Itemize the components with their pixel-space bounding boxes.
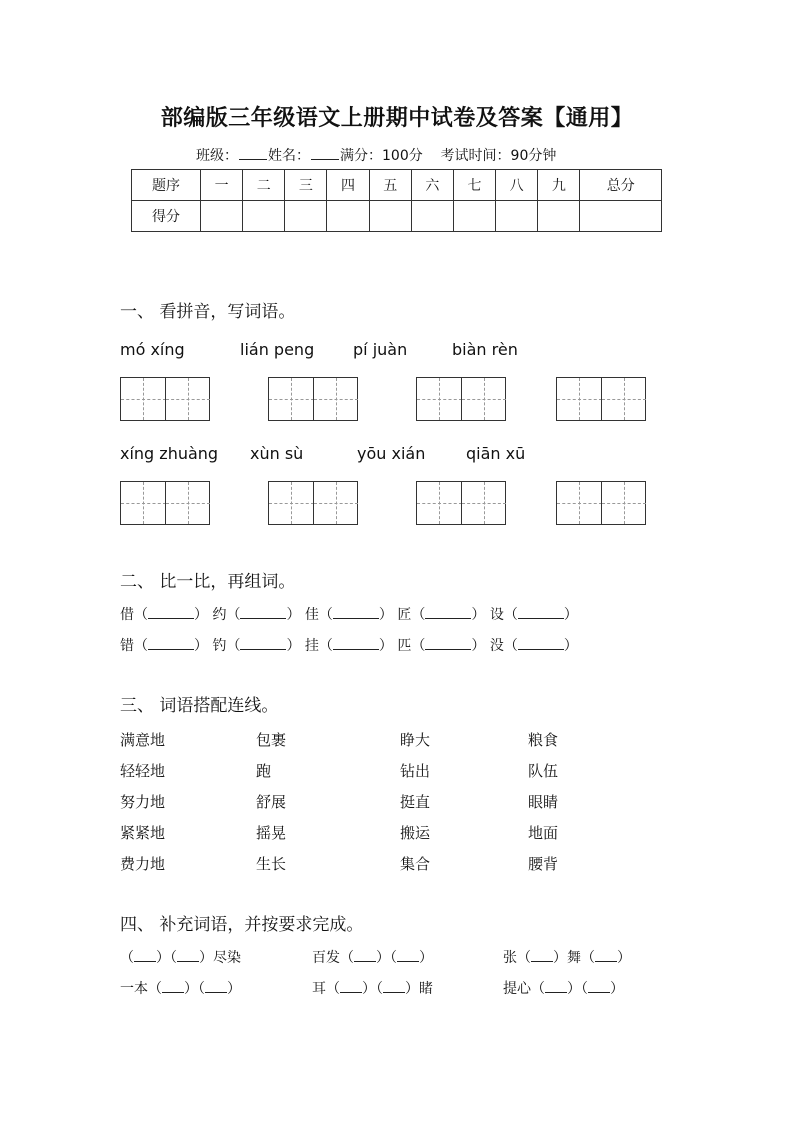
idiom-text: 尽染 — [213, 950, 241, 966]
pinyin: biàn rèn — [452, 340, 518, 359]
page-title: 部编版三年级语文上册期中试卷及答案【通用】 — [160, 106, 634, 131]
score-table-score-row — [132, 201, 662, 232]
compare-row: 借（ ） 约（ ） 佳（ ） 匠（ ） 设（ ） — [120, 607, 578, 623]
writing-grid[interactable] — [120, 481, 210, 525]
score-header-cell: 六 — [411, 170, 453, 201]
answer-blank[interactable] — [518, 637, 564, 650]
match-word[interactable]: 满意地 — [120, 731, 166, 749]
pinyin: xùn sù — [250, 444, 304, 463]
char: 匹 — [397, 638, 412, 654]
score-header-cell: 七 — [453, 170, 495, 201]
match-word[interactable]: 队伍 — [528, 762, 559, 780]
score-header-cell: 三 — [285, 170, 327, 201]
score-cell[interactable] — [201, 201, 243, 232]
score-header-cell: 题序 — [132, 170, 201, 201]
answer-blank[interactable] — [134, 949, 156, 962]
answer-blank[interactable] — [205, 980, 227, 993]
answer-blank[interactable] — [518, 606, 564, 619]
match-word[interactable]: 集合 — [400, 855, 431, 873]
grid-cell — [269, 378, 314, 420]
writing-grid[interactable] — [120, 377, 210, 421]
score-header-cell: 八 — [496, 170, 538, 201]
char: 设 — [489, 607, 504, 623]
answer-blank[interactable] — [333, 606, 379, 619]
exam-time: 考试时间：90分钟 — [440, 148, 557, 164]
grid-cell — [417, 378, 462, 420]
score-header-cell: 九 — [538, 170, 580, 201]
match-word[interactable]: 努力地 — [120, 793, 166, 811]
score-table — [131, 169, 662, 232]
section2-title: 二、 比一比，再组词。 — [120, 572, 296, 592]
idiom-text: 一本 — [120, 981, 148, 997]
answer-blank[interactable] — [148, 606, 194, 619]
char: 钓 — [212, 638, 227, 654]
score-cell[interactable] — [580, 201, 662, 232]
name-label: 姓名： — [268, 148, 310, 164]
name-blank[interactable] — [311, 145, 339, 160]
score-cell[interactable] — [369, 201, 411, 232]
writing-grid[interactable] — [268, 377, 358, 421]
idiom-text: 百发 — [312, 950, 340, 966]
pinyin: yōu xián — [357, 444, 426, 463]
idiom-text: 张 — [503, 950, 517, 966]
pinyin: xíng zhuàng — [120, 444, 219, 463]
match-word[interactable]: 睁大 — [400, 731, 431, 749]
section3-title: 三、 词语搭配连线。 — [120, 696, 279, 716]
grid-cell — [165, 378, 210, 420]
match-word[interactable]: 眼睛 — [528, 793, 559, 811]
answer-blank[interactable] — [240, 606, 286, 619]
grid-cell — [557, 378, 602, 420]
score-header-cell: 总分 — [580, 170, 662, 201]
char: 借 — [120, 607, 134, 623]
match-word[interactable]: 舒展 — [256, 793, 287, 811]
score-header-cell: 四 — [327, 170, 369, 201]
exam-info — [196, 145, 556, 165]
match-word[interactable]: 费力地 — [120, 855, 166, 873]
char: 约 — [212, 607, 227, 623]
compare-row: 错（ ） 钓（ ） 挂（ ） 匹（ ） 没（ ） — [120, 638, 578, 654]
idiom-item: 百发（ ）（ ） — [312, 950, 433, 966]
score-row-label: 得分 — [132, 201, 201, 232]
grid-cell — [121, 378, 166, 420]
answer-blank[interactable] — [383, 980, 405, 993]
score-table-header-row — [132, 170, 662, 201]
score-cell[interactable] — [411, 201, 453, 232]
score-header-cell: 二 — [243, 170, 285, 201]
match-word[interactable]: 生长 — [256, 855, 287, 873]
section1-title: 一、 看拼音，写词语。 — [120, 302, 296, 322]
answer-blank[interactable] — [531, 949, 553, 962]
answer-blank[interactable] — [240, 637, 286, 650]
match-word[interactable]: 包裹 — [256, 731, 287, 749]
grid-cell — [417, 482, 462, 524]
match-word[interactable]: 轻轻地 — [120, 762, 166, 780]
score-cell[interactable] — [243, 201, 285, 232]
pinyin: pí juàn — [353, 340, 408, 359]
pinyin: mó xíng — [120, 340, 185, 359]
match-word[interactable]: 搬运 — [400, 824, 431, 842]
grid-cell — [461, 482, 506, 524]
answer-blank[interactable] — [340, 980, 362, 993]
pinyin: lián peng — [240, 340, 315, 359]
writing-grid[interactable] — [416, 481, 506, 525]
grid-cell — [461, 378, 506, 420]
class-blank[interactable] — [239, 145, 267, 160]
pinyin: qiān xū — [466, 444, 526, 463]
answer-blank[interactable] — [545, 980, 567, 993]
grid-cell — [601, 378, 646, 420]
match-word[interactable]: 钻出 — [400, 762, 431, 780]
writing-grid[interactable] — [268, 481, 358, 525]
score-cell[interactable] — [285, 201, 327, 232]
grid-cell — [601, 482, 646, 524]
score-header-cell: 一 — [201, 170, 243, 201]
idiom-item: 一本（ ）（ ） — [120, 981, 241, 997]
char: 匠 — [397, 607, 412, 623]
writing-grid[interactable] — [556, 377, 646, 421]
answer-blank[interactable] — [588, 980, 610, 993]
score-cell[interactable] — [538, 201, 580, 232]
grid-cell — [269, 482, 314, 524]
idiom-item: （ ）（ ）尽染 — [120, 950, 241, 966]
grid-cell — [313, 378, 358, 420]
section4-title: 四、 补充词语，并按要求完成。 — [120, 915, 364, 935]
answer-blank[interactable] — [425, 637, 471, 650]
writing-grid[interactable] — [556, 481, 646, 525]
answer-blank[interactable] — [148, 637, 194, 650]
idiom-item: 张（ ）舞（ ） — [503, 950, 631, 966]
answer-blank[interactable] — [397, 949, 419, 962]
score-cell[interactable] — [453, 201, 495, 232]
idiom-text: 提心 — [503, 981, 531, 997]
full-score: 满分：100分 — [340, 148, 423, 164]
match-word[interactable]: 地面 — [528, 824, 559, 842]
char: 佳 — [304, 607, 319, 623]
idiom-text: 舞 — [567, 950, 581, 966]
idiom-item: 耳（ ）（ ）睹 — [312, 981, 433, 997]
idiom-text: 耳 — [312, 981, 326, 997]
match-word[interactable]: 跑 — [256, 762, 272, 780]
answer-blank[interactable] — [595, 949, 617, 962]
idiom-text: 睹 — [419, 981, 433, 997]
grid-cell — [557, 482, 602, 524]
match-word[interactable]: 粮食 — [528, 731, 559, 749]
idiom-item: 提心（ ）（ ） — [503, 981, 624, 997]
grid-cell — [165, 482, 210, 524]
match-word[interactable]: 摇晃 — [256, 824, 287, 842]
answer-blank[interactable] — [177, 949, 199, 962]
score-cell[interactable] — [327, 201, 369, 232]
char: 挂 — [304, 638, 319, 654]
answer-blank[interactable] — [354, 949, 376, 962]
answer-blank[interactable] — [333, 637, 379, 650]
answer-blank[interactable] — [162, 980, 184, 993]
match-word[interactable]: 紧紧地 — [120, 824, 166, 842]
class-label: 班级： — [196, 148, 238, 164]
char: 错 — [120, 638, 134, 654]
score-header-cell: 五 — [369, 170, 411, 201]
char: 没 — [489, 638, 504, 654]
grid-cell — [121, 482, 166, 524]
writing-grid[interactable] — [416, 377, 506, 421]
match-word[interactable]: 挺直 — [400, 793, 431, 811]
grid-cell — [313, 482, 358, 524]
score-cell[interactable] — [496, 201, 538, 232]
answer-blank[interactable] — [425, 606, 471, 619]
match-word[interactable]: 腰背 — [528, 855, 559, 873]
